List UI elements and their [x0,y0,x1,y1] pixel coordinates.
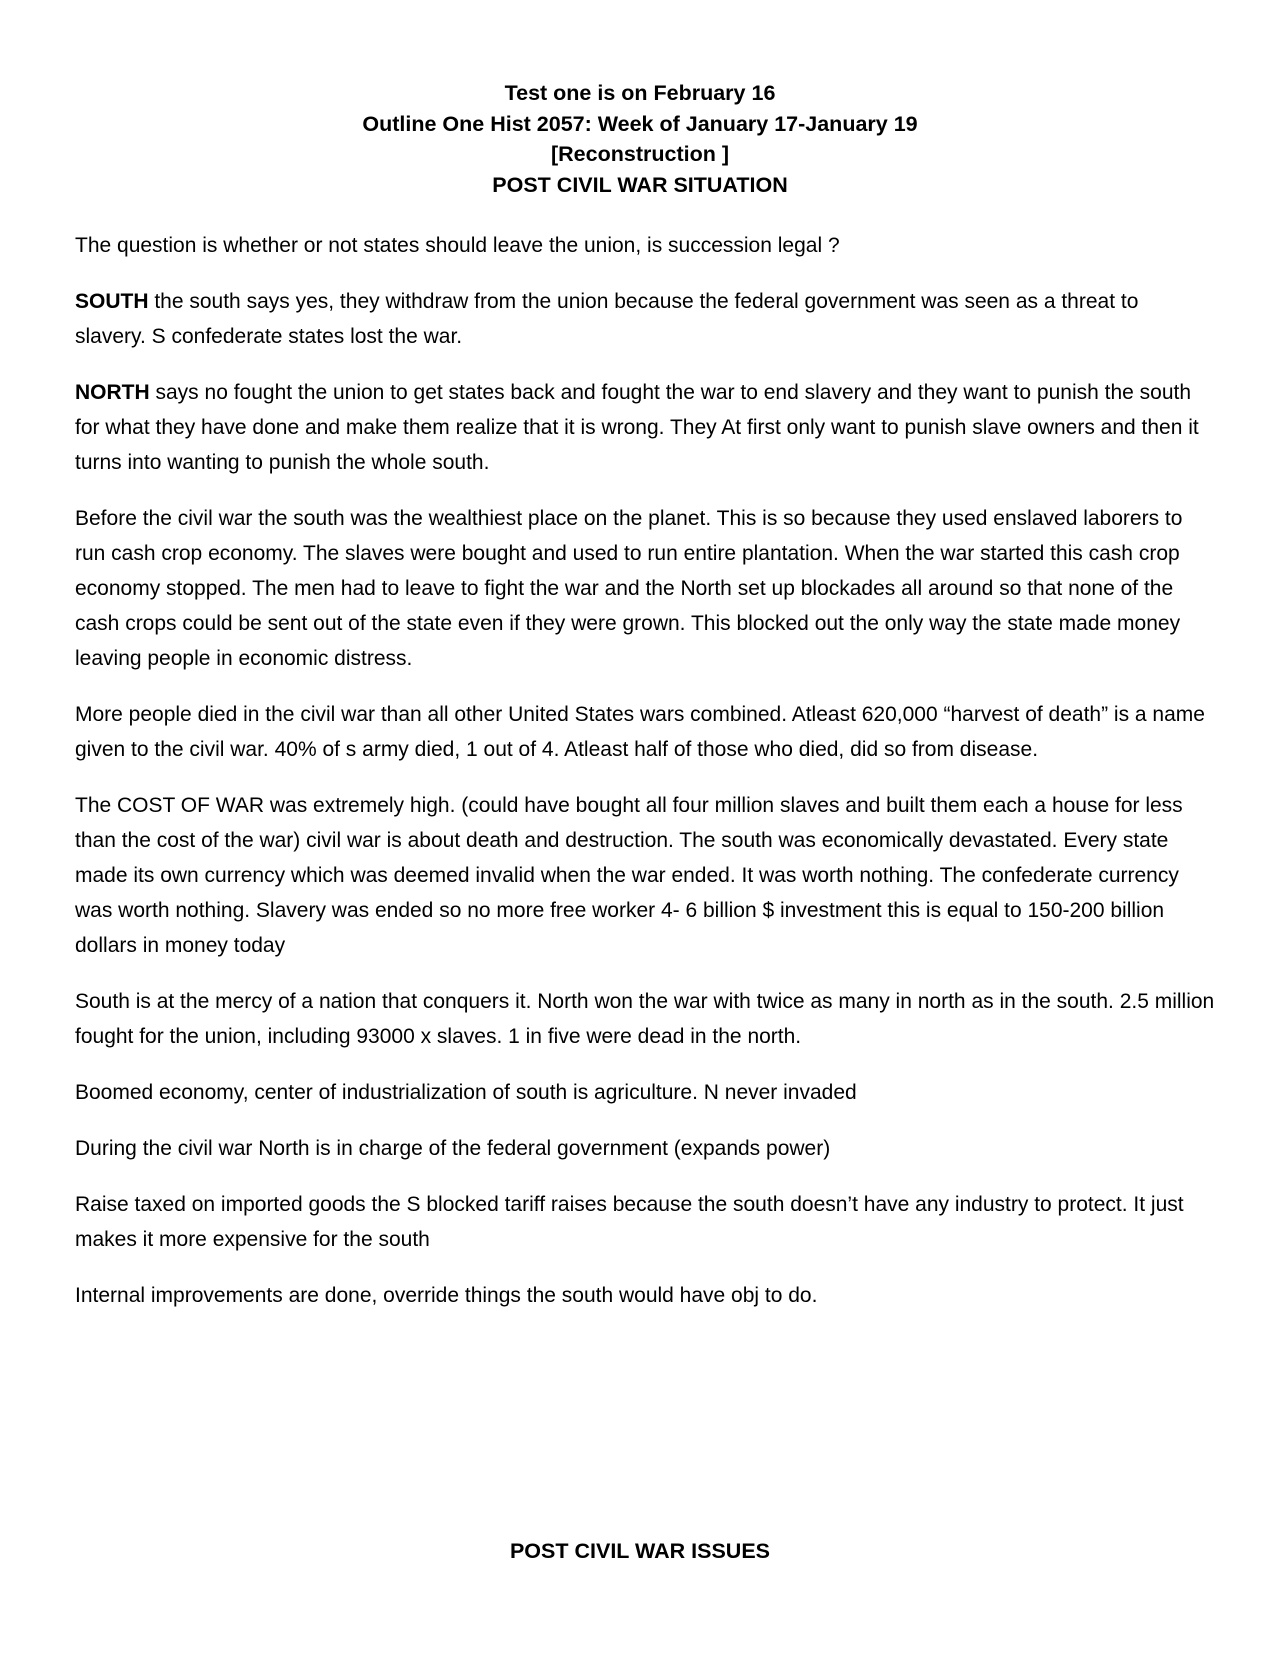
paragraph-north [75,375,1215,480]
document-header [0,78,1280,200]
paragraph-before-war: Before the civil war the south was the wealthiest place on the planet. This is so because they used enslaved laborers to run cash crop economy. The slaves were bought and used to run entire plantation. When the war started this cash crop economy stopped. The men had to leave to fight the war and the North set up blockades all around so that none of the cash crops could be sent out of the state even if they were grown. This blocked out the only way the state made money leaving people in economic distress. [75,507,1183,670]
south-text: the south says yes, they withdraw from the union because the federal government was seen as a threat to slavery. S confederate states lost the war. [75,290,1139,348]
paragraph-economy: Boomed economy, center of industrialization of south is agriculture. N never invaded [75,1081,857,1104]
issues-heading: POST CIVIL WAR ISSUES [509,1539,771,1563]
paragraph-federal-government: During the civil war North is in charge of the federal government (expands power) [75,1137,831,1160]
paragraph-tariffs: Raise taxed on imported goods the S blocked tariff raises because the south doesn’t have any industry to protect. It just makes it more expensive for the south [75,1193,1184,1251]
north-text: says no fought the union to get states back and fought the war to end slavery and they want to punish the south for what they have done and make them realize that it is wrong. They At first only want to punish slave owners and then it turns into wanting to punish the whole south. [75,381,1199,474]
section-heading: POST CIVIL WAR SITUATION [492,172,788,197]
outline-title-line: Outline One Hist 2057: Week of January 17-January 19 [362,111,918,136]
test-date-line: Test one is on February 16 [504,81,776,105]
paragraph-deaths: More people died in the civil war than all other United States wars combined. Atleast 620,000 “harvest of death” is a name given to the civil war. 40% of s army died, 1 out of 4. Atleast half of those who died, did so from disease. [75,703,1205,761]
topic-line: [Reconstruction ] [551,142,729,166]
paragraph-secession-question: The question is whether or not states should leave the union, is succession legal ? [75,234,840,257]
paragraph-cost-of-war: The COST OF WAR was extremely high. (could have bought all four million slaves and built them each a house for less than the cost of the war) civil war is about death and destruction. The south was economically devastated. Every state made its own currency which was deemed invalid when the war ended. It was worth nothing. The confederate currency was worth nothing. Slavery was ended so no more free worker 4- 6 billion $ investment this is equal to 150-200 billion dollars in money today [75,794,1183,957]
south-label: SOUTH [75,290,149,313]
paragraph-mercy: South is at the mercy of a nation that conquers it. North won the war with twice as many in north as in the south. 2.5 million fought for the union, including 93000 x slaves. 1 in five were dead in the north. [75,990,1215,1048]
paragraph-south [75,284,1215,354]
north-label: NORTH [75,381,150,404]
paragraph-internal-improvements: Internal improvements are done, override things the south would have obj to do. [75,1284,818,1307]
document-body [75,228,1215,1334]
